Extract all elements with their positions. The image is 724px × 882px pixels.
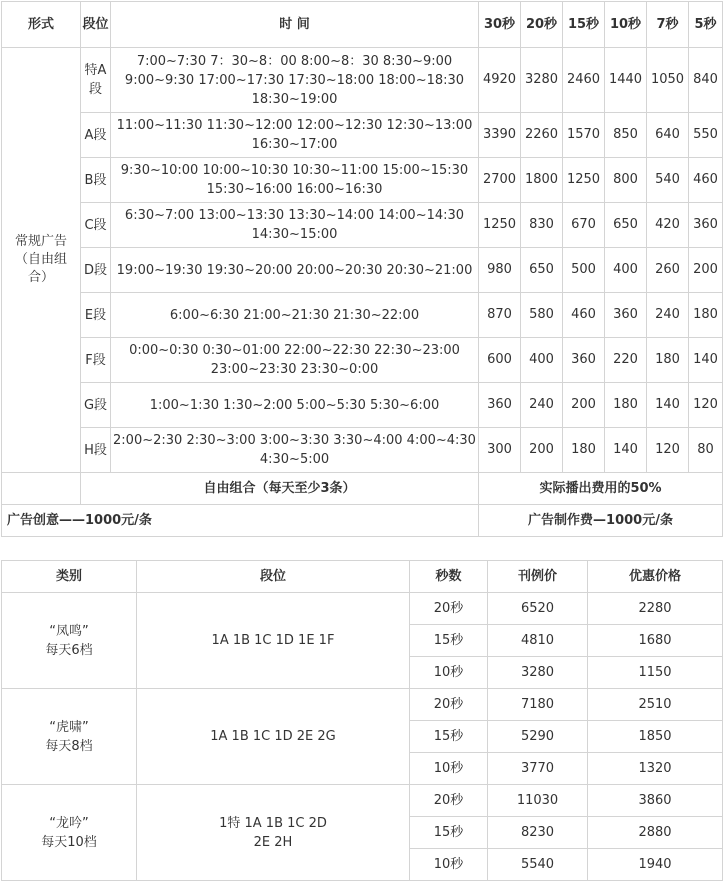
package-per-day: 每天10档	[41, 834, 97, 850]
header-time: 时 间	[111, 2, 479, 48]
package-name: “龙吟”	[49, 815, 89, 831]
price-cell: 360	[563, 338, 605, 383]
segment-label: C段	[81, 203, 111, 248]
price-cell: 240	[647, 293, 689, 338]
price-cell: 2260	[521, 113, 563, 158]
price-cell: 180	[563, 428, 605, 473]
discount-price-cell: 1940	[588, 849, 723, 881]
production-fee: 广告制作费—1000元/条	[479, 505, 723, 537]
segment-label: A段	[81, 113, 111, 158]
segment-label: H段	[81, 428, 111, 473]
table-row	[2, 383, 723, 428]
package-segments: 1A 1B 1C 1D 2E 2G	[137, 689, 410, 785]
price-cell: 220	[605, 338, 647, 383]
table-row	[2, 158, 723, 203]
price-cell: 400	[521, 338, 563, 383]
time-slots: 2:00~2:30 2:30~3:00 3:00~3:30 3:30~4:00 4:00~4:30 4:30~5:00	[111, 428, 479, 473]
header-20s: 20秒	[521, 2, 563, 48]
discount-price-cell: 1680	[588, 625, 723, 657]
price-cell: 120	[689, 383, 723, 428]
list-price-cell: 8230	[488, 817, 588, 849]
price-cell: 120	[647, 428, 689, 473]
price-cell: 3280	[521, 48, 563, 113]
seconds-cell: 20秒	[410, 593, 488, 625]
time-slots: 0:00~0:30 0:30~01:00 22:00~22:30 22:30~23:00 23:00~23:30 23:30~0:00	[111, 338, 479, 383]
price-cell: 580	[521, 293, 563, 338]
package-segments: 1特 1A 1B 1C 2D 2E 2H	[137, 785, 410, 881]
table-row	[2, 338, 723, 383]
table-row	[2, 593, 723, 625]
price-cell: 850	[605, 113, 647, 158]
table-row	[2, 203, 723, 248]
header-5s: 5秒	[689, 2, 723, 48]
price-cell: 260	[647, 248, 689, 293]
segment-label: E段	[81, 293, 111, 338]
seconds-cell: 10秒	[410, 849, 488, 881]
package-per-day: 每天6档	[45, 642, 93, 658]
package-name: “凤鸣”	[49, 623, 89, 639]
list-price-cell: 3280	[488, 657, 588, 689]
seconds-cell: 10秒	[410, 657, 488, 689]
segment-label: B段	[81, 158, 111, 203]
header-discount-price: 优惠价格	[588, 561, 723, 593]
time-slots: 1:00~1:30 1:30~2:00 5:00~5:30 5:30~6:00	[111, 383, 479, 428]
footer-row	[2, 505, 723, 537]
price-cell: 3390	[479, 113, 521, 158]
header-form: 形式	[2, 2, 81, 48]
package-segments: 1A 1B 1C 1D 1E 1F	[137, 593, 410, 689]
table-row	[2, 248, 723, 293]
list-price-cell: 5290	[488, 721, 588, 753]
table-row	[2, 48, 723, 113]
seconds-cell: 10秒	[410, 753, 488, 785]
segment-label: 特A段	[81, 48, 111, 113]
header-7s: 7秒	[647, 2, 689, 48]
price-cell: 670	[563, 203, 605, 248]
price-cell: 140	[647, 383, 689, 428]
price-cell: 400	[605, 248, 647, 293]
price-cell: 240	[521, 383, 563, 428]
price-cell: 2700	[479, 158, 521, 203]
table-row	[2, 689, 723, 721]
segment-label: D段	[81, 248, 111, 293]
time-slots: 6:00~6:30 21:00~21:30 21:30~22:00	[111, 293, 479, 338]
seconds-cell: 15秒	[410, 721, 488, 753]
package-per-day: 每天8档	[45, 738, 93, 754]
price-cell: 180	[689, 293, 723, 338]
time-slots: 7:00~7:30 7：30~8：00 8:00~8：30 8:30~9:00 9:00~9:30 17:00~17:30 17:30~18:00 18:00~18:30 18:30~19:00	[111, 48, 479, 113]
form-label: 常规广告（自由组合）	[2, 48, 81, 473]
discount-price-cell: 1850	[588, 721, 723, 753]
price-cell: 2460	[563, 48, 605, 113]
header-segment: 段位	[81, 2, 111, 48]
price-cell: 840	[689, 48, 723, 113]
table-row	[2, 785, 723, 817]
price-cell: 600	[479, 338, 521, 383]
price-cell: 360	[479, 383, 521, 428]
package-category	[2, 785, 137, 881]
header-30s: 30秒	[479, 2, 521, 48]
price-cell: 180	[605, 383, 647, 428]
creative-fee: 广告创意——1000元/条	[2, 505, 479, 537]
list-price-cell: 3770	[488, 753, 588, 785]
price-cell: 1250	[563, 158, 605, 203]
price-cell: 500	[563, 248, 605, 293]
discount-price-cell: 1320	[588, 753, 723, 785]
time-slots: 9:30~10:00 10:00~10:30 10:30~11:00 15:00~15:30 15:30~16:00 16:00~16:30	[111, 158, 479, 203]
price-cell: 1440	[605, 48, 647, 113]
table-row	[2, 428, 723, 473]
price-cell: 420	[647, 203, 689, 248]
footer-row	[2, 473, 723, 505]
header-row	[2, 2, 723, 48]
price-cell: 360	[605, 293, 647, 338]
package-name: “虎啸”	[49, 719, 89, 735]
price-cell: 200	[689, 248, 723, 293]
time-slot-price-table	[1, 1, 723, 537]
price-cell: 830	[521, 203, 563, 248]
free-combo-note: 自由组合（每天至少3条）	[81, 473, 479, 505]
price-cell: 640	[647, 113, 689, 158]
time-slots: 11:00~11:30 11:30~12:00 12:00~12:30 12:30~13:00 16:30~17:00	[111, 113, 479, 158]
table-row	[2, 293, 723, 338]
price-cell: 1570	[563, 113, 605, 158]
time-slots: 6:30~7:00 13:00~13:30 13:30~14:00 14:00~14:30 14:30~15:00	[111, 203, 479, 248]
actual-fee-note: 实际播出费用的50%	[479, 473, 723, 505]
seconds-cell: 15秒	[410, 625, 488, 657]
price-cell: 140	[689, 338, 723, 383]
seconds-cell: 20秒	[410, 689, 488, 721]
price-cell: 870	[479, 293, 521, 338]
segment-label: G段	[81, 383, 111, 428]
price-cell: 4920	[479, 48, 521, 113]
header-list-price: 刊例价	[488, 561, 588, 593]
discount-price-cell: 2280	[588, 593, 723, 625]
price-cell: 360	[689, 203, 723, 248]
price-cell: 650	[521, 248, 563, 293]
price-cell: 300	[479, 428, 521, 473]
discount-price-cell: 2510	[588, 689, 723, 721]
price-cell: 650	[605, 203, 647, 248]
header-15s: 15秒	[563, 2, 605, 48]
list-price-cell: 5540	[488, 849, 588, 881]
package-category	[2, 593, 137, 689]
list-price-cell: 7180	[488, 689, 588, 721]
discount-price-cell: 3860	[588, 785, 723, 817]
price-cell: 1800	[521, 158, 563, 203]
list-price-cell: 4810	[488, 625, 588, 657]
header-segment: 段位	[137, 561, 410, 593]
price-cell: 540	[647, 158, 689, 203]
seconds-cell: 15秒	[410, 817, 488, 849]
package-category	[2, 689, 137, 785]
header-seconds: 秒数	[410, 561, 488, 593]
price-cell: 550	[689, 113, 723, 158]
price-cell: 1050	[647, 48, 689, 113]
list-price-cell: 11030	[488, 785, 588, 817]
package-price-table	[1, 560, 723, 881]
header-10s: 10秒	[605, 2, 647, 48]
price-cell: 800	[605, 158, 647, 203]
discount-price-cell: 1150	[588, 657, 723, 689]
empty-cell	[2, 473, 81, 505]
price-cell: 980	[479, 248, 521, 293]
price-cell: 460	[563, 293, 605, 338]
discount-price-cell: 2880	[588, 817, 723, 849]
list-price-cell: 6520	[488, 593, 588, 625]
header-category: 类别	[2, 561, 137, 593]
price-cell: 80	[689, 428, 723, 473]
price-cell: 200	[521, 428, 563, 473]
seconds-cell: 20秒	[410, 785, 488, 817]
table-row	[2, 113, 723, 158]
price-cell: 180	[647, 338, 689, 383]
price-cell: 140	[605, 428, 647, 473]
time-slots: 19:00~19:30 19:30~20:00 20:00~20:30 20:30~21:00	[111, 248, 479, 293]
price-cell: 1250	[479, 203, 521, 248]
price-cell: 460	[689, 158, 723, 203]
header-row	[2, 561, 723, 593]
segment-label: F段	[81, 338, 111, 383]
price-cell: 200	[563, 383, 605, 428]
